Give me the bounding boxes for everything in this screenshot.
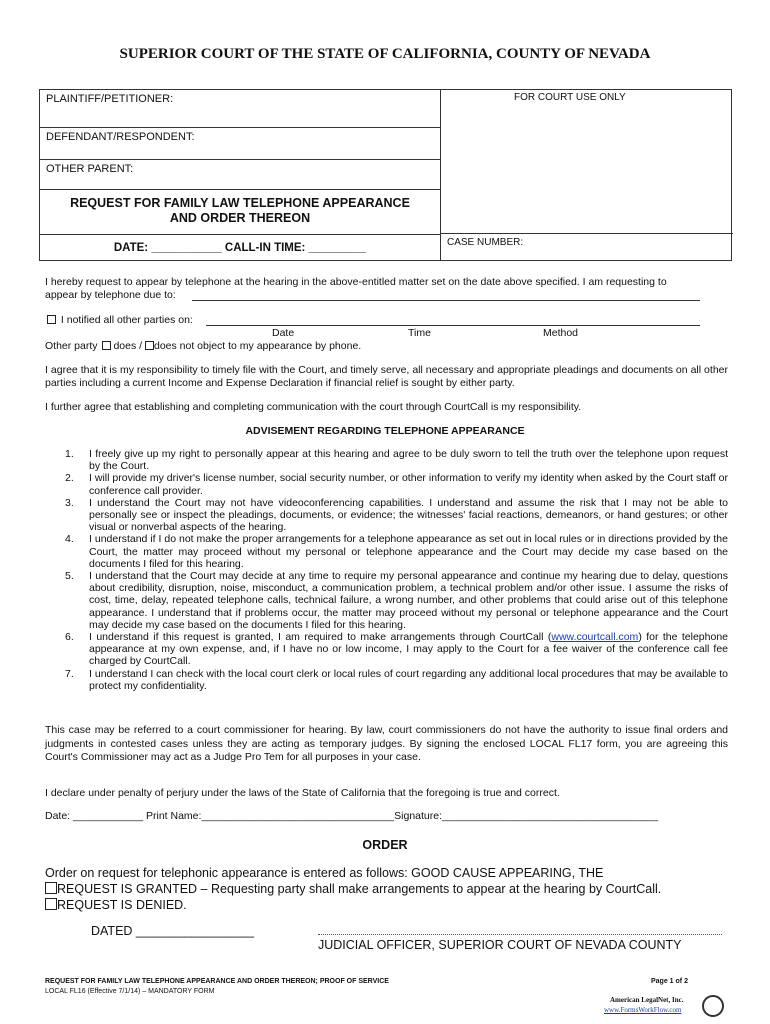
publisher-seal-icon [702, 995, 724, 1017]
granted-row [45, 882, 661, 898]
footer-form-title: REQUEST FOR FAMILY LAW TELEPHONE APPEARANCE AND ORDER THEREON; PROOF OF SERVICE [45, 978, 389, 985]
item-text: I understand that the Court may decide at any time to require my personal appearance and continue my hearing due to delay, questions about credibility, disruption, noise, misconduct, a communication problem, a technical problem and/or other issue. I assume the risks of cost, time, delay, repeated telephone calls, technical failure, a wrong number, and other problems that could arise out of this telephone appearance. I understand that if problems occur, the matter may proceed without my personal or telephone appearance and the Court may decide my case based on the documents I filed for this hearing. [89, 570, 728, 631]
list-item [45, 497, 728, 534]
denied-row [45, 898, 187, 914]
item-number: 4. [65, 533, 74, 546]
date-callin-line[interactable]: DATE: ___________ CALL-IN TIME: _________ [113, 242, 367, 254]
request-title-line1: REQUEST FOR FAMILY LAW TELEPHONE APPEARANCE [70, 196, 410, 210]
item-text: I understand if I do not make the proper arrangements for a telephone appearance as set out in local rules or in directions provided by the Court, the matter may proceed without my personal or telephone appearance and the Court may decide my case based on the documents I filed for this hearing. [89, 533, 728, 570]
request-title-block [40, 190, 440, 235]
item-text: I understand I can check with the local court clerk or local rules of court regarding any additional local procedures that may be available to protect my confidentiality. [89, 667, 728, 692]
publisher-name: American LegalNet, Inc. [610, 996, 684, 1004]
item-text: ) for the telephone appearance at my own expense, and, if I have no or low income, I may apply to the Court for a fee waiver of the conference call fee charged by CourtCall. [89, 631, 728, 668]
commissioner-paragraph: This case may be referred to a court commissioner for hearing. By law, court commissioners do not have the authority to issue final orders and judgments in contested cases unless they are acting as temporary judges. By signing the enclosed LOCAL FL17 form, you are agreeing this Court's Commissioner may act as a Judge Pro Tem for all purposes in your case. [45, 724, 728, 763]
court-title: SUPERIOR COURT OF THE STATE OF CALIFORNIA, COUNTY OF NEVADA [119, 46, 651, 62]
granted-label: REQUEST IS GRANTED – Requesting party shall make arrangements to appear at the hearing by CourtCall. [57, 882, 662, 896]
item-text: I understand the Court may not have videoconferencing capabilities. I understand and assume the risk that I may not be able to personally see or inspect the pleadings, documents, or evidence; the witnesses' facial reactions, demeanors, or hand gestures; or other visual or nonverbal aspects of the hearing. [89, 496, 728, 534]
item-number: 1. [65, 448, 74, 460]
other-parent-label: OTHER PARENT: [46, 163, 134, 175]
request-line1: I hereby request to appear by telephone at the hearing in the above-entitled matter set on the date above specified. I am requesting to [45, 276, 667, 288]
col-date-label: Date [272, 327, 295, 339]
item-text: I freely give up my right to personally appear at this hearing and agree to be duly sworn to tell the truth over the telephone upon request by the Court. [89, 448, 728, 473]
other-parent-field[interactable] [40, 160, 440, 190]
order-intro: Order on request for telephonic appearance is entered as follows: GOOD CAUSE APPEARING, THE [45, 866, 604, 880]
courtcall-link[interactable]: www.courtcall.com [551, 631, 639, 644]
order-title: ORDER [362, 838, 408, 852]
list-item [45, 668, 728, 692]
item-text: I will provide my driver's license number, social security number, or other information to verify my identity when asked by the Court staff or conference call provider. [89, 472, 728, 497]
publisher-url[interactable]: www.FormsWorkFlow.com [604, 1006, 682, 1014]
agree-paragraph-1: I agree that it is my responsibility to timely file with the Court, and timely serve, all necessary and appropriate pleadings and documents on all other parties including a current Income and Expense Declaration if financial relief is sought by either party. [45, 364, 728, 389]
list-item [45, 570, 728, 631]
list-item [45, 448, 728, 472]
advisement-list [45, 448, 728, 692]
defendant-field[interactable] [40, 128, 440, 160]
dated-line[interactable]: DATED _________________ [91, 924, 255, 938]
request-line2: appear by telephone due to: [45, 289, 176, 301]
other-party-row [45, 340, 361, 353]
notified-label: I notified all other parties on: [60, 314, 193, 326]
list-item [45, 533, 728, 570]
case-number-divider [440, 233, 733, 234]
list-item [45, 631, 728, 668]
item-number: 7. [65, 667, 74, 680]
item-number: 3. [65, 496, 74, 509]
plaintiff-label: PLAINTIFF/PETITIONER: [46, 93, 174, 105]
plaintiff-field[interactable] [40, 90, 440, 128]
notified-input-line[interactable] [206, 325, 700, 326]
judge-signature-line[interactable] [318, 934, 722, 935]
list-item [45, 472, 728, 496]
does-object-checkbox[interactable] [102, 341, 111, 350]
item-number: 5. [65, 570, 74, 583]
advisement-title: ADVISEMENT REGARDING TELEPHONE APPEARANCE [245, 425, 525, 437]
footer-form-id: LOCAL FL16 (Effective 7/1/14) – MANDATORY FORM [45, 988, 215, 995]
item-number: 6. [65, 631, 74, 644]
declaration-text: I declare under penalty of perjury under the laws of the State of California that the foregoing is true and correct. [45, 787, 560, 799]
col-method-label: Method [543, 327, 579, 339]
item-text: I understand if this request is granted, I am required to make arrangements through CourtCall ( [89, 631, 552, 644]
case-number-label: CASE NUMBER: [447, 237, 524, 248]
court-use-label: FOR COURT USE ONLY [514, 92, 626, 103]
notified-checkbox[interactable] [47, 315, 56, 324]
caption-left [40, 90, 441, 260]
request-title-line2: AND ORDER THEREON [169, 211, 311, 225]
does-label: does / [113, 340, 143, 352]
denied-label: REQUEST IS DENIED. [57, 898, 187, 912]
other-party-prefix: Other party [45, 340, 98, 352]
notified-row [45, 314, 193, 327]
footer-page: Page 1 of 2 [651, 978, 688, 985]
does-not-object-checkbox[interactable] [145, 341, 154, 350]
denied-checkbox[interactable] [45, 898, 57, 910]
item-number: 2. [65, 472, 74, 485]
col-time-label: Time [408, 327, 431, 339]
reason-input-line[interactable] [192, 300, 700, 301]
does-not-label: does not object to my appearance by phone. [153, 340, 362, 352]
caption-box [39, 89, 732, 261]
agree-paragraph-2: I further agree that establishing and completing communication with the court through CourtCall is my responsibility. [45, 401, 582, 413]
signature-line[interactable]: Date: ____________ Print Name:_________________________________Signature:_____________________________________ [45, 810, 659, 822]
defendant-label: DEFENDANT/RESPONDENT: [46, 131, 195, 143]
judicial-officer-label: JUDICIAL OFFICER, SUPERIOR COURT OF NEVADA COUNTY [318, 938, 682, 952]
granted-checkbox[interactable] [45, 882, 57, 894]
